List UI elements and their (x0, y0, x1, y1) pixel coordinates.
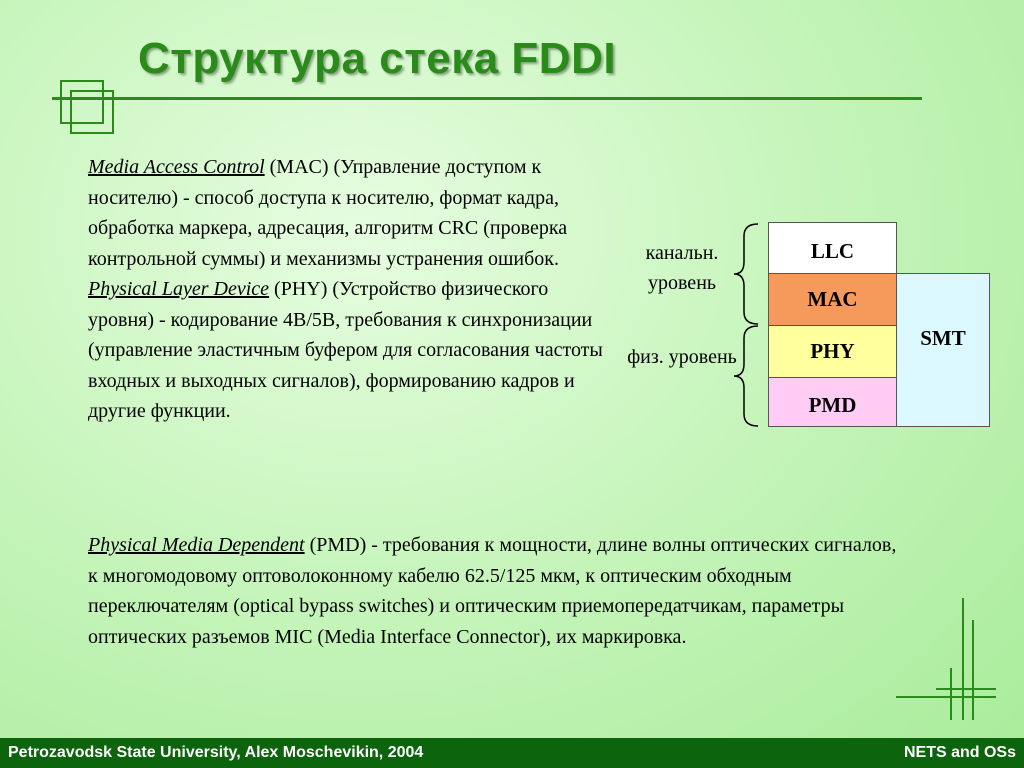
decorative-line (936, 688, 996, 690)
footer-bar (0, 738, 1024, 768)
pmd-box: PMD (768, 377, 897, 427)
footer-author: Petrozavodsk State University, Alex Moschevikin, 2004 (8, 744, 424, 761)
link-level-label: канальн. уровень (645, 242, 719, 294)
footer-course: NETS and OSs (903, 744, 1016, 761)
mac-box: MAC (768, 273, 897, 326)
title-underline (52, 97, 922, 100)
pmd-term: Physical Media Dependent (88, 534, 305, 556)
phys-level-brace (732, 324, 762, 428)
phys-level-label: физ. уровень (627, 346, 737, 368)
decorative-line (962, 598, 964, 720)
mac-term: Media Access Control (88, 156, 265, 178)
link-level-brace (732, 222, 762, 326)
pmd-description: (PMD) - требования к мощности, длине волны оптических сигналов, к многомодовому оптоволоконному кабелю 62.5/125 мкм, к оптическим обходным переключателям (optical bypass switches) и оптическим приемопередатчикам, параметры оптических разъемов MIC (Media Interface Connector), их маркировка. (88, 534, 897, 648)
slide-title: Структура стека FDDI (138, 34, 617, 83)
phy-box: PHY (768, 325, 897, 378)
decorative-line (972, 620, 974, 720)
smt-box: SMT (896, 273, 990, 427)
llc-box: LLC (768, 222, 897, 274)
decorative-line (896, 696, 996, 698)
mac-description: (MAC) (Управление доступом к носителю) - способ доступа к носителю, формат кадра, обработка маркера, адресация, алгоритм CRC (проверка контрольной суммы) и механизмы устранения ошибок. (88, 156, 568, 270)
mac-phy-description (88, 152, 608, 427)
decorative-line (950, 668, 952, 720)
phy-description: (PHY) (Устройство физического уровня) - кодирование 4B/5B, требования к синхронизации (управление эластичным буфером для согласования частоты входных и выходных сигналов), формированию кадров и другие функции. (88, 278, 603, 422)
pmd-description-block (88, 530, 908, 652)
phy-term: Physical Layer Device (88, 278, 270, 300)
